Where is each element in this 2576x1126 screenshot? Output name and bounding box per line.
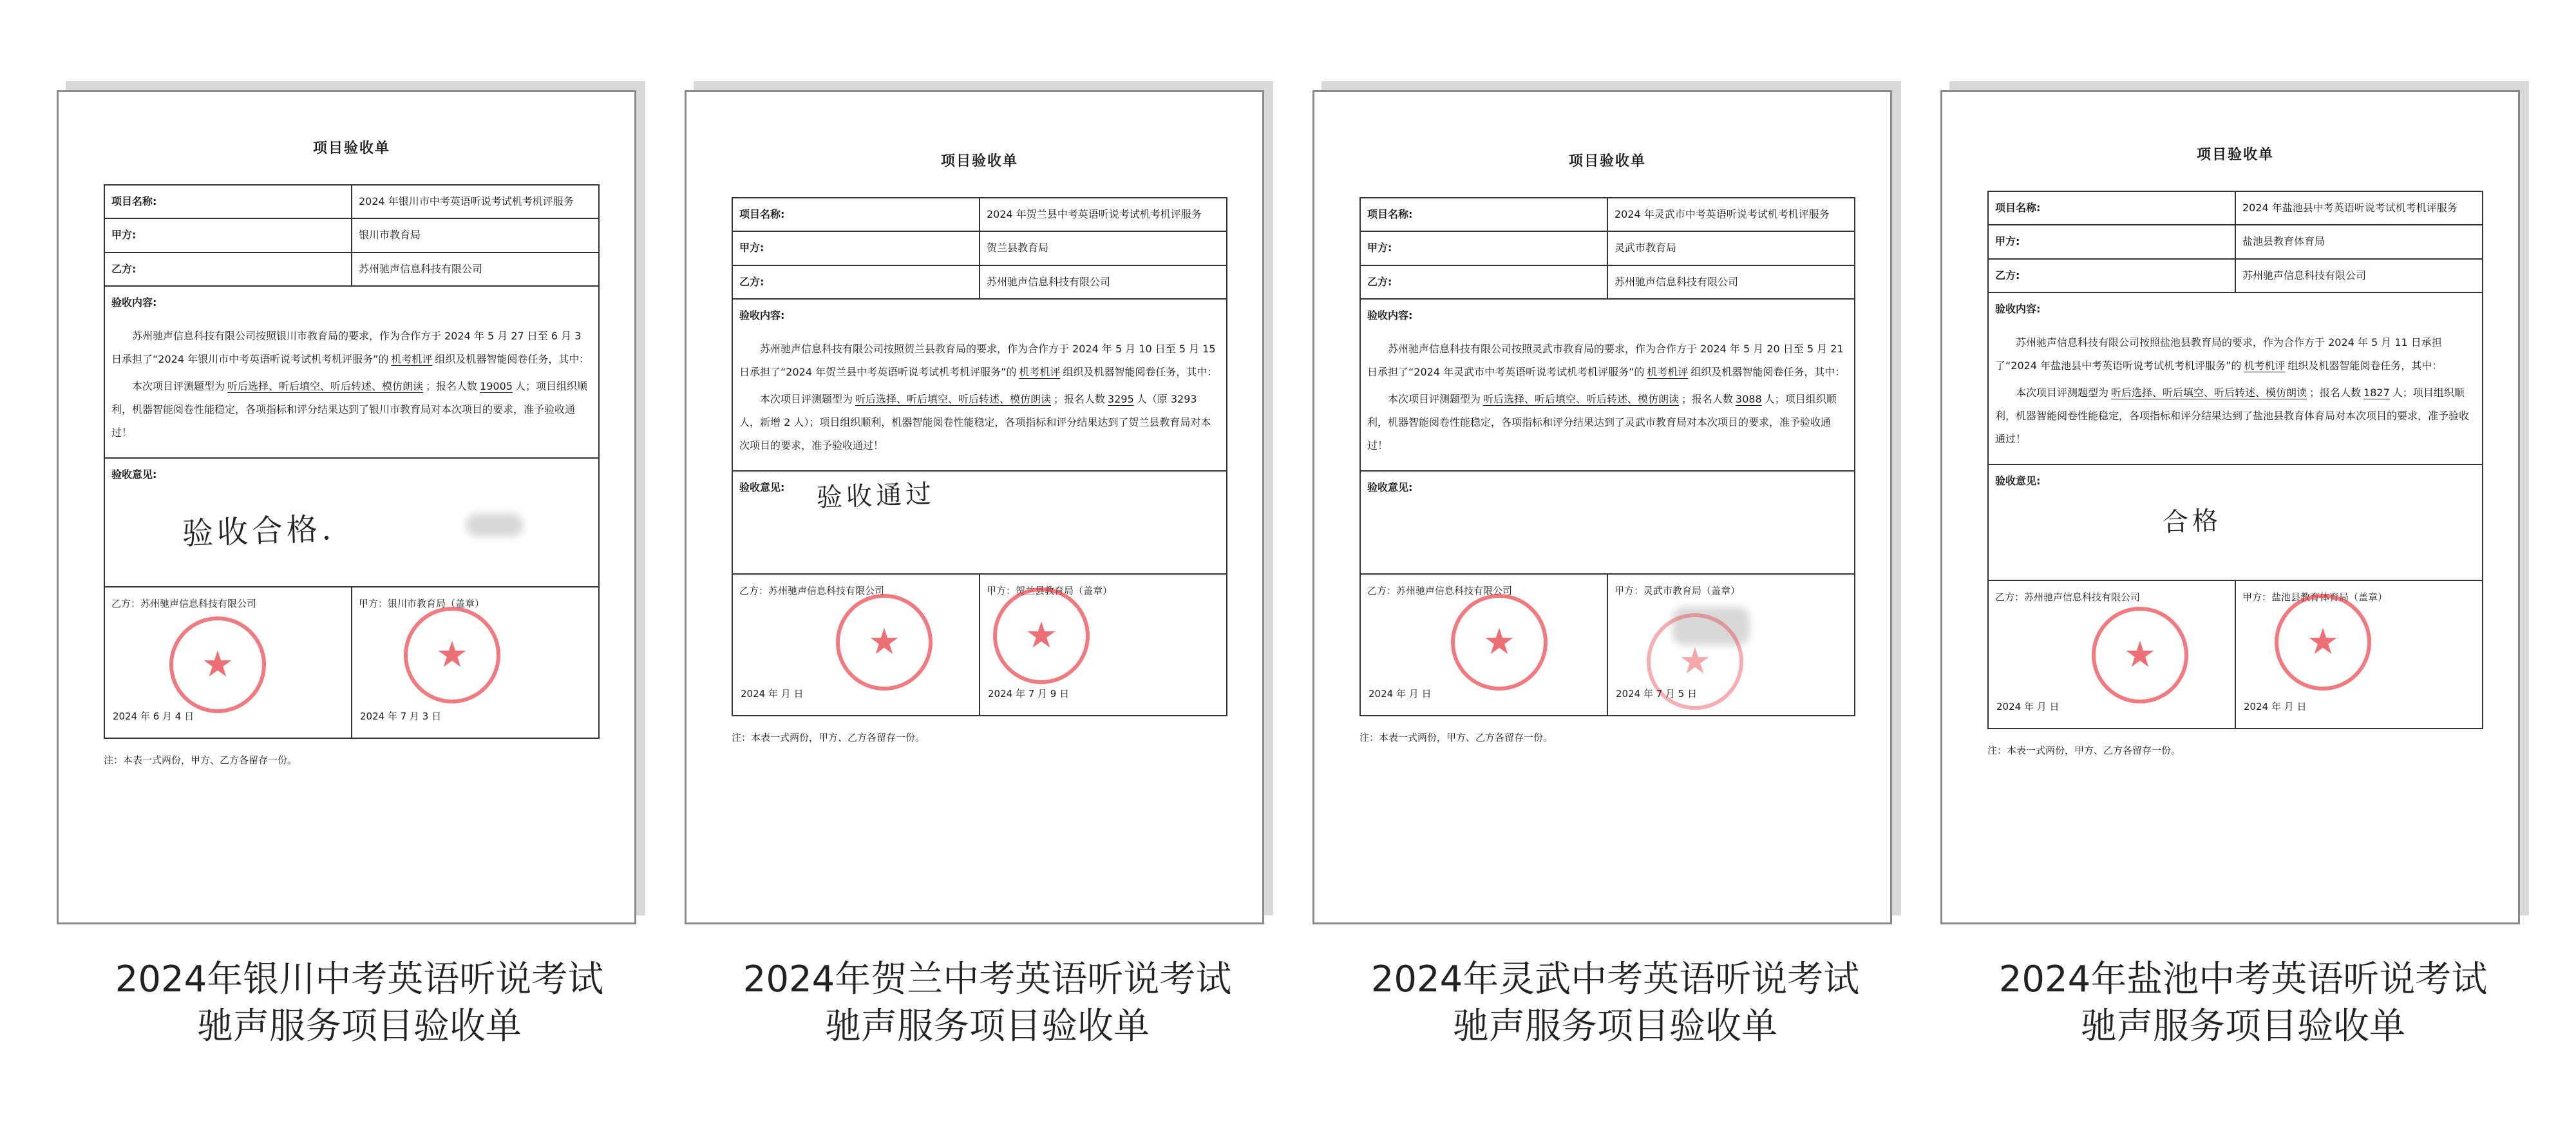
- caption-yinchuan: [57, 957, 662, 1051]
- registration-count: 1827: [2363, 386, 2390, 399]
- caption-lingwu: [1312, 957, 1918, 1051]
- content-label: 验收内容:: [739, 309, 785, 322]
- star-icon: ★: [1025, 614, 1058, 656]
- content-paragraph-2: [739, 388, 1220, 457]
- party-a-sign-date: 2024 年 7 月 3 日: [360, 710, 442, 722]
- footnote: 注：本表一式两份，甲方、乙方各留存一份。: [732, 731, 925, 743]
- para1-tail: 组织及机器智能阅卷任务，其中：: [435, 352, 590, 365]
- para1-text: 苏州驰声信息科技有限公司按照银川市教育局的要求，作为合作方于 2024 年 5 月 27 日至 6 月 3 日承担了“2024 年银川市中考英语听说考试机考机评服务”的: [111, 329, 582, 365]
- company-seal: [2092, 607, 2188, 703]
- service-type: 机考机评: [1019, 365, 1061, 378]
- opinion-label: 验收意见:: [1995, 474, 2041, 487]
- caption-line-1: 2024年灵武中考英语听说考试: [1370, 959, 1860, 1000]
- party-b-sign-cell: [1360, 574, 1607, 716]
- registration-count: 19005: [480, 379, 513, 392]
- paper-sheet: [1940, 90, 2520, 924]
- footnote: 注：本表一式两份，甲方、乙方各留存一份。: [104, 754, 298, 766]
- party-a-value: 贺兰县教育局: [980, 231, 1227, 265]
- footnote: 注：本表一式两份，甲方、乙方各留存一份。: [1987, 744, 2181, 756]
- party-b-sign-label: 乙方：苏州驰声信息科技有限公司: [739, 584, 885, 596]
- content-paragraph-2: [1367, 388, 1848, 457]
- project-name-value: 2024 年盐池县中考英语听说考试机考机评服务: [2235, 191, 2483, 225]
- party-a-sign-cell: [980, 574, 1227, 716]
- paper-sheet: [685, 90, 1264, 924]
- doc-title: 项目验收单: [312, 140, 390, 157]
- acceptance-table: [1987, 191, 2483, 729]
- para1-tail: 组织及机器智能阅卷任务，其中：: [2287, 359, 2443, 372]
- footnote: 注：本表一式两份，甲方、乙方各留存一份。: [1359, 731, 1553, 743]
- caption-line-1: 2024年盐池中考英语听说考试: [1998, 959, 2488, 1000]
- redacted-signature: [466, 513, 524, 537]
- content-section: [104, 286, 599, 457]
- para2-text: 本次项目评测题型为: [2016, 386, 2109, 399]
- content-section: [1988, 292, 2483, 464]
- star-icon: ★: [1678, 640, 1712, 682]
- party-a-sign-label: 甲方：灵武市教育局（盖章）: [1615, 584, 1741, 596]
- caption-line-2: 驰声服务项目验收单: [825, 1005, 1150, 1047]
- star-icon: ★: [201, 643, 234, 685]
- company-seal: [169, 616, 266, 713]
- content-section: [732, 299, 1227, 470]
- party-b-sign-label: 乙方：苏州驰声信息科技有限公司: [111, 597, 257, 609]
- party-a-value: 灵武市教育局: [1607, 231, 1855, 265]
- party-a-label: 甲方:: [732, 231, 980, 265]
- para2-text: 本次项目评测题型为: [760, 392, 853, 405]
- para2-mid: ；报名人数: [2309, 386, 2362, 399]
- registration-count: 3295: [1108, 392, 1134, 405]
- opinion-label: 验收意见:: [1367, 481, 1413, 493]
- para1-tail: 组织及机器智能阅卷任务，其中：: [1063, 365, 1218, 378]
- acceptance-form-helan: [685, 90, 1290, 924]
- party-b-sign-date: 2024 年 月 日: [1368, 687, 1432, 700]
- content-section: [1360, 299, 1855, 470]
- party-a-sign-label: 甲方：盐池县教育体育局（盖章）: [2242, 591, 2388, 603]
- paper-sheet: [1312, 90, 1892, 924]
- bureau-seal: [993, 587, 1090, 684]
- party-a-sign-date: 2024 年 7 月 5 日: [1616, 687, 1698, 700]
- handwritten-opinion: 验收通过: [816, 479, 936, 513]
- party-a-value: 盐池县教育体育局: [2235, 225, 2483, 258]
- content-paragraph-2: [1995, 381, 2476, 451]
- party-a-sign-label: 甲方：银川市教育局（盖章）: [359, 597, 485, 609]
- party-b-sign-label: 乙方：苏州驰声信息科技有限公司: [1995, 591, 2141, 603]
- party-b-sign-date: 2024 年 6 月 4 日: [113, 710, 194, 722]
- acceptance-table: [104, 184, 600, 739]
- opinion-section: [104, 458, 599, 587]
- para2-text: 本次项目评测题型为: [1388, 392, 1481, 405]
- doc-title: 项目验收单: [940, 153, 1018, 169]
- party-a-label: 甲方:: [1360, 231, 1607, 265]
- caption-line-2: 驰声服务项目验收单: [197, 1005, 522, 1047]
- party-a-sign-cell: [352, 587, 599, 738]
- acceptance-table: [1359, 197, 1855, 716]
- para1-text: 苏州驰声信息科技有限公司按照贺兰县教育局的要求，作为合作方于 2024 年 5 月 10 日至 5 月 15 日承担了“2024 年贺兰县中考英语听说考试机考机评服务”的: [739, 342, 1216, 378]
- party-a-value: 银川市教育局: [352, 218, 599, 252]
- registration-count: 3088: [1736, 392, 1762, 405]
- doc-title: 项目验收单: [2196, 147, 2274, 163]
- opinion-label: 验收意见:: [111, 468, 157, 481]
- project-name-label: 项目名称:: [104, 185, 352, 218]
- content-paragraph-2: [111, 375, 592, 444]
- party-b-value: 苏州驰声信息科技有限公司: [980, 265, 1227, 299]
- para2-tail: 人；项目组织顺利，机器智能阅卷性能稳定，各项指标和评分结果达到了盐池县教育体育局对本次项目的要求，准予验收通过！: [1995, 386, 2470, 445]
- question-types: 听后选择、听后填空、听后转述、模仿朗读: [2111, 386, 2307, 399]
- content-label: 验收内容:: [1367, 309, 1413, 322]
- party-b-sign-cell: [1988, 580, 2235, 729]
- para2-mid: ；报名人数: [426, 379, 478, 392]
- project-name-value: 2024 年银川市中考英语听说考试机考机评服务: [352, 185, 599, 218]
- opinion-section: [1988, 464, 2483, 580]
- doc-title: 项目验收单: [1568, 153, 1646, 169]
- service-type: 机考机评: [391, 352, 433, 365]
- para2-text: 本次项目评测题型为: [132, 379, 225, 392]
- bureau-seal: [2275, 594, 2371, 691]
- party-a-sign-date: 2024 年 月 日: [2244, 700, 2307, 712]
- party-b-sign-date: 2024 年 月 日: [741, 687, 804, 700]
- company-seal: [836, 594, 933, 691]
- party-a-sign-cell: [1607, 574, 1855, 716]
- party-a-label: 甲方:: [1988, 225, 2235, 258]
- question-types: 听后选择、听后填空、听后转述、模仿朗读: [855, 392, 1052, 405]
- opinion-section: [1360, 471, 1855, 574]
- project-name-value: 2024 年灵武市中考英语听说考试机考机评服务: [1607, 198, 1855, 231]
- opinion-label: 验收意见:: [739, 481, 785, 493]
- project-name-label: 项目名称:: [1360, 198, 1607, 231]
- paper-sheet: [57, 90, 636, 924]
- para2-tail: 人；项目组织顺利，机器智能阅卷性能稳定，各项指标和评分结果达到了灵武市教育局对本次项目的要求，准予验收通过！: [1367, 392, 1837, 452]
- caption-line-2: 驰声服务项目验收单: [1453, 1005, 1777, 1047]
- caption-line-1: 2024年贺兰中考英语听说考试: [743, 959, 1232, 1000]
- para2-mid: ；报名人数: [1681, 392, 1734, 405]
- star-icon: ★: [435, 633, 469, 676]
- party-a-label: 甲方:: [104, 218, 352, 252]
- content-label: 验收内容:: [1995, 303, 2041, 316]
- content-paragraph-1: [111, 325, 592, 371]
- opinion-section: [732, 471, 1227, 574]
- caption-helan: [685, 957, 1290, 1051]
- project-name-label: 项目名称:: [1988, 191, 2235, 225]
- star-icon: ★: [2306, 620, 2340, 663]
- caption-line-2: 驰声服务项目验收单: [2081, 1005, 2405, 1047]
- service-type: 机考机评: [2244, 359, 2286, 372]
- party-b-sign-cell: [104, 587, 352, 738]
- party-b-value: 苏州驰声信息科技有限公司: [2235, 259, 2483, 292]
- acceptance-form-lingwu: [1312, 90, 1918, 924]
- party-b-label: 乙方:: [1360, 265, 1607, 299]
- content-paragraph-1: [739, 338, 1220, 384]
- company-seal: [1451, 594, 1548, 691]
- handwritten-opinion: 合格: [2162, 505, 2222, 538]
- party-b-label: 乙方:: [1988, 259, 2235, 292]
- content-label: 验收内容:: [111, 296, 157, 309]
- bureau-seal: [404, 607, 500, 703]
- para2-mid: ；报名人数: [1054, 392, 1106, 405]
- content-paragraph-1: [1367, 338, 1848, 384]
- party-a-sign-date: 2024 年 7 月 9 日: [988, 687, 1070, 700]
- para2-tail: 人（原 3293 人，新增 2 人）；项目组织顺利，机器智能阅卷性能稳定，各项指标和评分结果达到了贺兰县教育局对本次项目的要求，准予验收通过！: [739, 392, 1211, 452]
- para2-tail: 人；项目组织顺利，机器智能阅卷性能稳定，各项指标和评分结果达到了银川市教育局对本次项目的要求，准予验收通过！: [111, 379, 587, 439]
- service-type: 机考机评: [1647, 365, 1689, 378]
- star-icon: ★: [1482, 620, 1516, 663]
- project-name-label: 项目名称:: [732, 198, 980, 231]
- caption-line-1: 2024年银川中考英语听说考试: [115, 959, 604, 1000]
- acceptance-form-yinchuan: [57, 90, 662, 924]
- question-types: 听后选择、听后填空、听后转述、模仿朗读: [1483, 392, 1680, 405]
- party-b-value: 苏州驰声信息科技有限公司: [1607, 265, 1855, 299]
- star-icon: ★: [2123, 633, 2157, 676]
- para1-text: 苏州驰声信息科技有限公司按照盐池县教育局的要求，作为合作方于 2024 年 5 月 11 日承担了“2024 年盐池县中考英语听说考试机考机评服务”的: [1995, 336, 2442, 372]
- handwritten-opinion: 验收合格.: [182, 510, 336, 552]
- party-b-sign-date: 2024 年 月 日: [1996, 700, 2060, 712]
- para1-text: 苏州驰声信息科技有限公司按照灵武市教育局的要求，作为合作方于 2024 年 5 月 20 日至 5 月 21 日承担了“2024 年灵武市中考英语听说考试机考机评服务”的: [1367, 342, 1844, 378]
- content-paragraph-1: [1995, 331, 2476, 377]
- party-a-sign-label: 甲方：贺兰县教育局（盖章）: [987, 584, 1113, 596]
- para1-tail: 组织及机器智能阅卷任务，其中：: [1690, 365, 1846, 378]
- acceptance-form-yanchi: [1940, 90, 2546, 924]
- caption-yanchi: [1940, 957, 2546, 1051]
- party-b-value: 苏州驰声信息科技有限公司: [352, 253, 599, 286]
- project-name-value: 2024 年贺兰县中考英语听说考试机考机评服务: [980, 198, 1227, 231]
- party-b-label: 乙方:: [104, 253, 352, 286]
- party-b-sign-label: 乙方：苏州驰声信息科技有限公司: [1367, 584, 1513, 596]
- star-icon: ★: [867, 620, 901, 663]
- party-a-sign-cell: [2235, 580, 2483, 729]
- acceptance-table: [732, 197, 1227, 716]
- party-b-label: 乙方:: [732, 265, 980, 299]
- party-b-sign-cell: [732, 574, 980, 716]
- question-types: 听后选择、听后填空、听后转述、模仿朗读: [227, 379, 424, 392]
